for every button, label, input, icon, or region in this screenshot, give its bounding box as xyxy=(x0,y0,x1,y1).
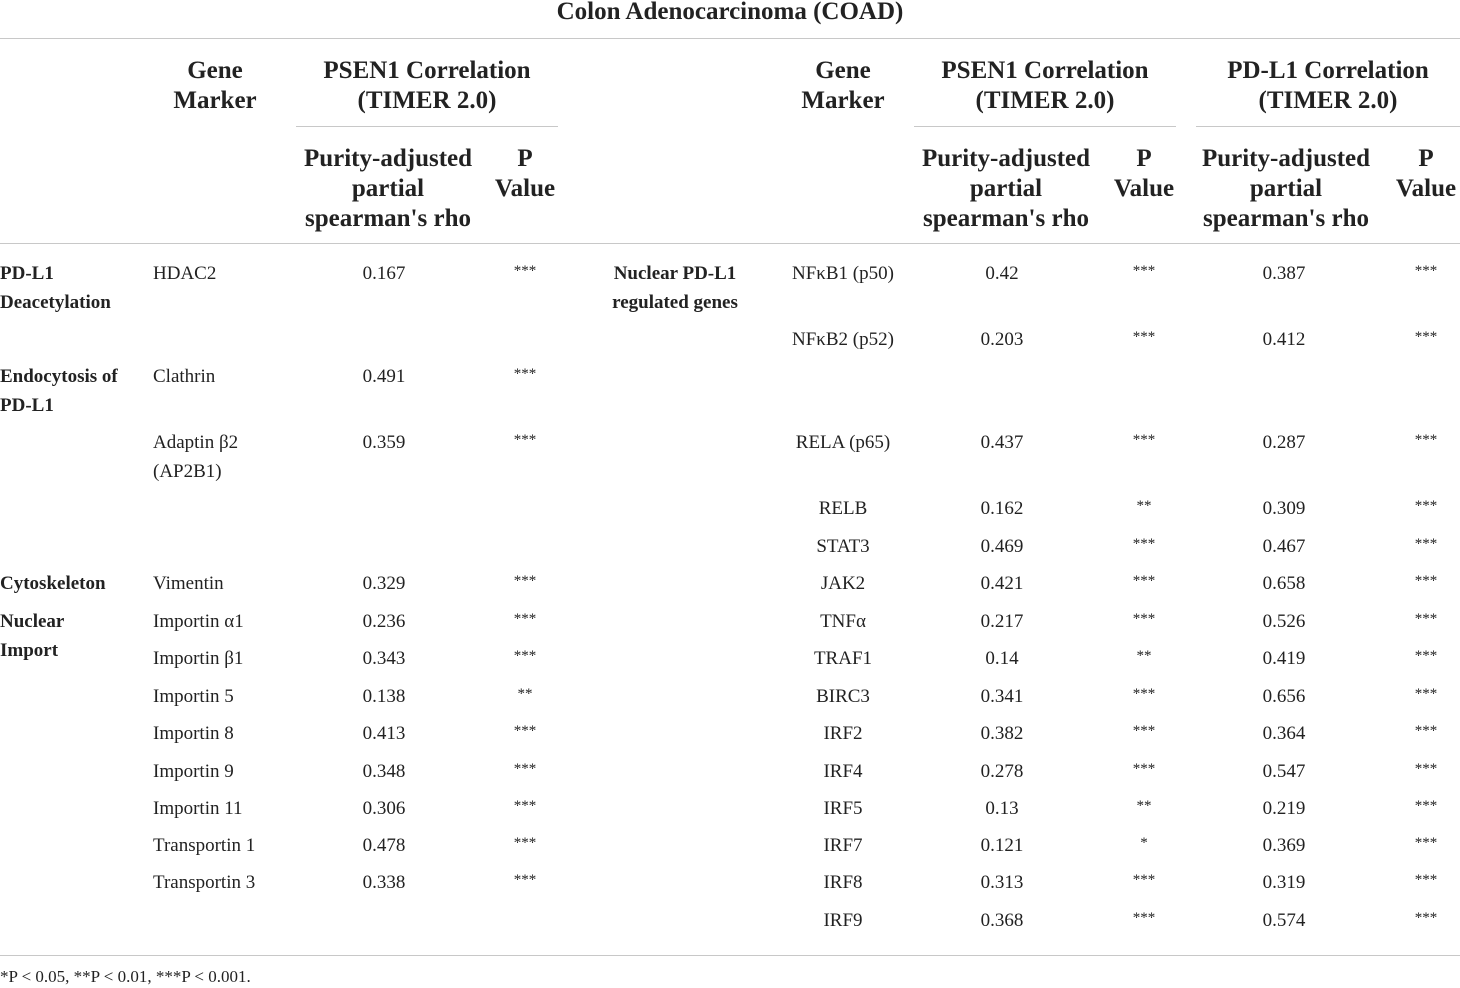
header-pdl1-group: PD-L1 Correlation (TIMER 2.0) xyxy=(1227,57,1429,114)
pdl1-rho-cell: 0.364 xyxy=(1262,723,1306,744)
rho-cell: 0.359 xyxy=(362,432,406,453)
psen1-pvalue-cell: ** xyxy=(1136,498,1152,514)
pvalue-cell: *** xyxy=(513,798,537,814)
pdl1-pvalue-cell: *** xyxy=(1414,648,1438,664)
gene-marker-cell: HDAC2 xyxy=(153,263,217,284)
pdl1-pvalue-cell: *** xyxy=(1414,611,1438,627)
psen1-rho-cell: 0.217 xyxy=(980,611,1024,632)
header-rho-psen1-right: Purity-adjusted partial spearman's rho xyxy=(921,145,1091,232)
pdl1-pvalue-cell: *** xyxy=(1414,835,1438,851)
left-section-label: Nuclear Import xyxy=(0,611,65,661)
pvalue-cell: ** xyxy=(517,686,533,702)
rho-cell: 0.343 xyxy=(362,648,406,669)
psen1-rho-cell: 0.437 xyxy=(980,432,1024,453)
top-rule xyxy=(0,38,1460,39)
gene-marker-cell: Importin 9 xyxy=(153,761,234,782)
gene-marker-cell: BIRC3 xyxy=(816,686,870,707)
pdl1-rho-cell: 0.319 xyxy=(1262,872,1306,893)
pvalue-cell: *** xyxy=(513,432,537,448)
rho-cell: 0.236 xyxy=(362,611,406,632)
psen1-pvalue-cell: *** xyxy=(1132,723,1156,739)
psen1-rho-cell: 0.162 xyxy=(980,498,1024,519)
pdl1-rho-cell: 0.387 xyxy=(1262,263,1306,284)
pdl1-rho-cell: 0.419 xyxy=(1262,648,1306,669)
gene-marker-cell: Vimentin xyxy=(153,573,224,594)
rho-cell: 0.491 xyxy=(362,366,406,387)
gene-marker-cell: TNFα xyxy=(820,611,866,632)
pdl1-rho-cell: 0.309 xyxy=(1262,498,1306,519)
group-rule-psen1-right xyxy=(914,126,1176,127)
pdl1-pvalue-cell: *** xyxy=(1414,263,1438,279)
psen1-pvalue-cell: *** xyxy=(1132,872,1156,888)
pdl1-pvalue-cell: *** xyxy=(1414,536,1438,552)
rho-cell: 0.167 xyxy=(362,263,406,284)
rho-cell: 0.329 xyxy=(362,573,406,594)
gene-marker-cell: IRF7 xyxy=(823,835,863,856)
psen1-pvalue-cell: ** xyxy=(1136,648,1152,664)
header-gene-marker-left: Gene Marker xyxy=(173,57,257,114)
pvalue-cell: *** xyxy=(513,872,537,888)
gene-marker-cell: NFκB1 (p50) xyxy=(792,263,894,284)
gene-marker-cell: Importin 8 xyxy=(153,723,234,744)
psen1-rho-cell: 0.313 xyxy=(980,872,1024,893)
pvalue-cell: *** xyxy=(513,263,537,279)
gene-marker-cell: STAT3 xyxy=(816,536,870,557)
gene-marker-cell: IRF5 xyxy=(823,798,863,819)
gene-marker-cell: RELB xyxy=(818,498,868,519)
header-pval-pdl1: P Value xyxy=(1395,145,1457,202)
rho-cell: 0.348 xyxy=(362,761,406,782)
psen1-rho-cell: 0.421 xyxy=(980,573,1024,594)
gene-marker-cell: NFκB2 (p52) xyxy=(792,329,894,350)
gene-marker-cell: Adaptin β2 (AP2B1) xyxy=(153,432,239,482)
pdl1-rho-cell: 0.658 xyxy=(1262,573,1306,594)
psen1-pvalue-cell: *** xyxy=(1132,910,1156,926)
psen1-rho-cell: 0.121 xyxy=(980,835,1024,856)
gene-marker-cell: IRF2 xyxy=(823,723,863,744)
pdl1-pvalue-cell: *** xyxy=(1414,798,1438,814)
header-psen1-group-right: PSEN1 Correlation (TIMER 2.0) xyxy=(941,57,1149,114)
gene-marker-cell: Importin 5 xyxy=(153,686,234,707)
gene-marker-cell: Transportin 1 xyxy=(153,835,256,856)
header-rho-left: Purity-adjusted partial spearman's rho xyxy=(303,145,473,232)
header-pval-left: P Value xyxy=(494,145,556,202)
psen1-pvalue-cell: *** xyxy=(1132,263,1156,279)
pdl1-rho-cell: 0.526 xyxy=(1262,611,1306,632)
rho-cell: 0.306 xyxy=(362,798,406,819)
table-footnote: *P < 0.05, **P < 0.01, ***P < 0.001. xyxy=(0,967,251,986)
pdl1-pvalue-cell: *** xyxy=(1414,686,1438,702)
gene-marker-cell: IRF9 xyxy=(823,910,863,931)
right-section-label: Nuclear PD-L1 regulated genes xyxy=(612,263,738,313)
pdl1-pvalue-cell: *** xyxy=(1414,432,1438,448)
header-gene-marker-right: Gene Marker xyxy=(801,57,885,114)
psen1-pvalue-cell: *** xyxy=(1132,329,1156,345)
rho-cell: 0.338 xyxy=(362,872,406,893)
bottom-rule xyxy=(0,955,1460,956)
psen1-rho-cell: 0.368 xyxy=(980,910,1024,931)
pvalue-cell: *** xyxy=(513,761,537,777)
pdl1-rho-cell: 0.574 xyxy=(1262,910,1306,931)
pdl1-rho-cell: 0.369 xyxy=(1262,835,1306,856)
gene-marker-cell: TRAF1 xyxy=(813,648,873,669)
pdl1-pvalue-cell: *** xyxy=(1414,723,1438,739)
pdl1-rho-cell: 0.547 xyxy=(1262,761,1306,782)
table-title: Colon Adenocarcinoma (COAD) xyxy=(556,0,904,25)
header-rule xyxy=(0,243,1460,244)
psen1-rho-cell: 0.341 xyxy=(980,686,1024,707)
psen1-pvalue-cell: *** xyxy=(1132,686,1156,702)
psen1-rho-cell: 0.14 xyxy=(985,648,1019,669)
pvalue-cell: *** xyxy=(513,573,537,589)
psen1-pvalue-cell: *** xyxy=(1132,611,1156,627)
left-section-label: Cytoskeleton xyxy=(0,573,106,594)
pvalue-cell: *** xyxy=(513,835,537,851)
gene-marker-cell: Transportin 3 xyxy=(153,872,256,893)
pdl1-pvalue-cell: *** xyxy=(1414,872,1438,888)
gene-marker-cell: IRF4 xyxy=(823,761,863,782)
pvalue-cell: *** xyxy=(513,611,537,627)
gene-marker-cell: Importin 11 xyxy=(153,798,243,819)
gene-marker-cell: Importin α1 xyxy=(153,611,244,632)
psen1-rho-cell: 0.203 xyxy=(980,329,1024,350)
psen1-pvalue-cell: *** xyxy=(1132,573,1156,589)
pdl1-pvalue-cell: *** xyxy=(1414,498,1438,514)
psen1-rho-cell: 0.13 xyxy=(985,798,1019,819)
pvalue-cell: *** xyxy=(513,648,537,664)
header-rho-pdl1: Purity-adjusted partial spearman's rho xyxy=(1201,145,1371,232)
psen1-rho-cell: 0.469 xyxy=(980,536,1024,557)
left-section-label: PD-L1 Deacetylation xyxy=(0,263,111,313)
header-pval-psen1-right: P Value xyxy=(1113,145,1175,202)
rho-cell: 0.478 xyxy=(362,835,406,856)
pdl1-pvalue-cell: *** xyxy=(1414,329,1438,345)
pdl1-pvalue-cell: *** xyxy=(1414,573,1438,589)
pvalue-cell: *** xyxy=(513,723,537,739)
gene-marker-cell: Clathrin xyxy=(153,366,216,387)
pdl1-pvalue-cell: *** xyxy=(1414,910,1438,926)
pvalue-cell: *** xyxy=(513,366,537,382)
group-rule-psen1-left xyxy=(296,126,558,127)
pdl1-rho-cell: 0.412 xyxy=(1262,329,1306,350)
group-rule-pdl1 xyxy=(1196,126,1460,127)
pdl1-rho-cell: 0.219 xyxy=(1262,798,1306,819)
psen1-pvalue-cell: *** xyxy=(1132,761,1156,777)
psen1-pvalue-cell: ** xyxy=(1136,798,1152,814)
gene-marker-cell: JAK2 xyxy=(820,573,866,594)
gene-marker-cell: RELA (p65) xyxy=(795,432,891,453)
psen1-rho-cell: 0.278 xyxy=(980,761,1024,782)
header-psen1-group-left: PSEN1 Correlation (TIMER 2.0) xyxy=(323,57,531,114)
pdl1-rho-cell: 0.467 xyxy=(1262,536,1306,557)
gene-marker-cell: Importin β1 xyxy=(153,648,244,669)
psen1-pvalue-cell: *** xyxy=(1132,536,1156,552)
rho-cell: 0.138 xyxy=(362,686,406,707)
gene-marker-cell: IRF8 xyxy=(823,872,863,893)
psen1-pvalue-cell: *** xyxy=(1132,432,1156,448)
pdl1-pvalue-cell: *** xyxy=(1414,761,1438,777)
psen1-pvalue-cell: * xyxy=(1140,835,1148,851)
pdl1-rho-cell: 0.656 xyxy=(1262,686,1306,707)
psen1-rho-cell: 0.382 xyxy=(980,723,1024,744)
pdl1-rho-cell: 0.287 xyxy=(1262,432,1306,453)
psen1-rho-cell: 0.42 xyxy=(985,263,1019,284)
rho-cell: 0.413 xyxy=(362,723,406,744)
left-section-label: Endocytosis of PD-L1 xyxy=(0,366,118,416)
